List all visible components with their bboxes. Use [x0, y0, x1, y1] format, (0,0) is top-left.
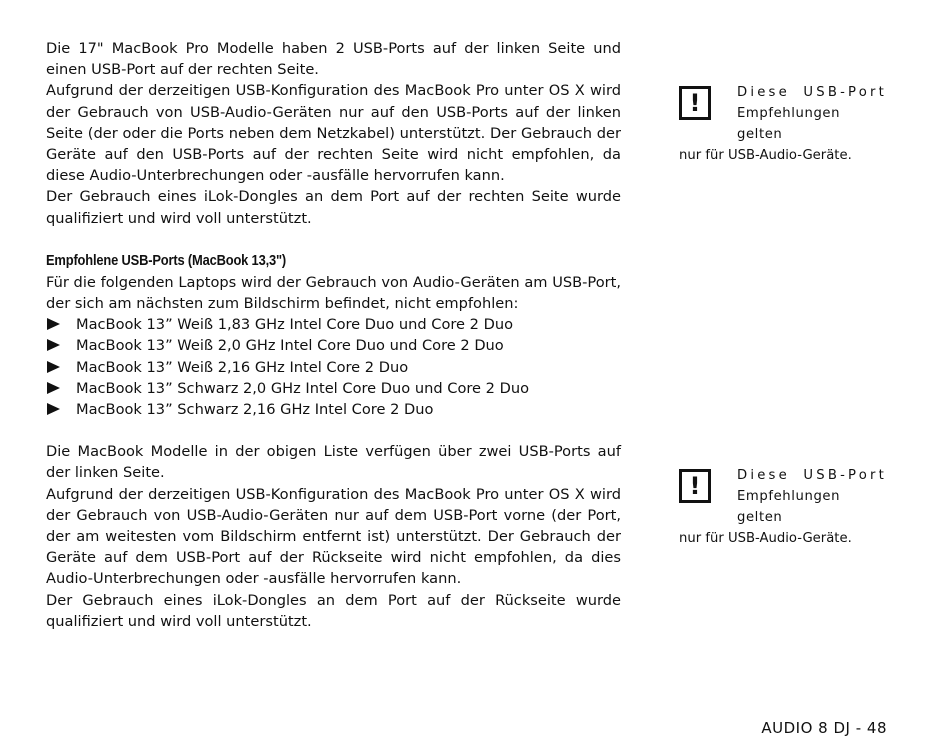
note-line: Diese USB-Port — [737, 85, 887, 100]
note-line: Diese USB-Port — [737, 468, 887, 483]
paragraph: Der Gebrauch eines iLok-Dongles an dem Port auf der Rückseite wurde qualifiziert und wird voll unterstützt. — [46, 591, 621, 630]
bullet-triangle-icon — [47, 403, 60, 415]
side-note — [679, 465, 887, 549]
paragraph: Aufgrund der derzeitigen USB-Konfiguration des MacBook Pro unter OS X wird der Gebrauch von USB-Audio-Geräten nur auf dem USB-Port vorne (der Port, der am weitesten vom Bildschirm entfernt ist) unterstützt. Der Gebrauch der Geräte auf dem USB-Port auf der Rückseite wird nicht empfohlen, da dies Audio-Unterbrechungen oder -ausfälle hervorrufen kann. — [46, 485, 621, 588]
note-line: nur für USB-Audio-Geräte. — [679, 148, 852, 163]
warning-icon: ! — [679, 86, 711, 120]
list-item: MacBook 13” Weiß 2,0 GHz Intel Core Duo und Core 2 Duo — [46, 335, 621, 356]
list-item: MacBook 13” Schwarz 2,0 GHz Intel Core Duo und Core 2 Duo — [46, 378, 621, 399]
note-line: Empfehlungen gelten — [737, 489, 841, 525]
warning-icon: ! — [679, 469, 711, 503]
macbook-list — [46, 314, 621, 420]
paragraph: Die MacBook Modelle in der obigen Liste verfügen über zwei USB-Ports auf der linken Seite. — [46, 443, 621, 482]
list-item: MacBook 13” Weiß 2,16 GHz Intel Core 2 Duo — [46, 357, 621, 378]
bullet-triangle-icon — [47, 382, 60, 394]
note-line: Empfehlungen gelten — [737, 106, 841, 142]
paragraph: Für die folgenden Laptops wird der Gebrauch von Audio-Geräten am USB-Port, der sich am nächsten zum Bildschirm befindet, nicht empfohlen: — [46, 273, 621, 313]
side-note — [679, 82, 887, 166]
paragraph: Die 17" MacBook Pro Modelle haben 2 USB-Ports auf der linken Seite und einen USB-Port auf der rechten Seite. — [46, 40, 621, 79]
section-heading: Empfohlene USB-Ports (MacBook 13,3") — [46, 251, 287, 269]
bullet-triangle-icon — [47, 361, 60, 373]
list-item: MacBook 13” Schwarz 2,16 GHz Intel Core 2 Duo — [46, 399, 621, 420]
main-text-column — [46, 38, 621, 632]
list-item: MacBook 13” Weiß 1,83 GHz Intel Core Duo und Core 2 Duo — [46, 314, 621, 335]
bullet-triangle-icon — [47, 318, 60, 330]
paragraph: Der Gebrauch eines iLok-Dongles an dem Port auf der rechten Seite wurde qualifiziert und wird voll unterstützt. — [46, 188, 621, 227]
bullet-triangle-icon — [47, 339, 60, 351]
paragraph: Aufgrund der derzeitigen USB-Konfiguration des MacBook Pro unter OS X wird der Gebrauch von USB-Audio-Geräten nur auf den USB-Ports auf der linken Seite (der oder die Ports neben dem Netzkabel) unterstützt. Der Gebrauch der Geräte auf den USB-Ports auf der rechten Seite wird nicht empfohlen, da diese Audio-Unterbrechungen oder -ausfälle hervorrufen kann. — [46, 82, 621, 185]
page-footer: AUDIO 8 DJ - 48 — [761, 719, 887, 737]
note-line: nur für USB-Audio-Geräte. — [679, 531, 852, 546]
